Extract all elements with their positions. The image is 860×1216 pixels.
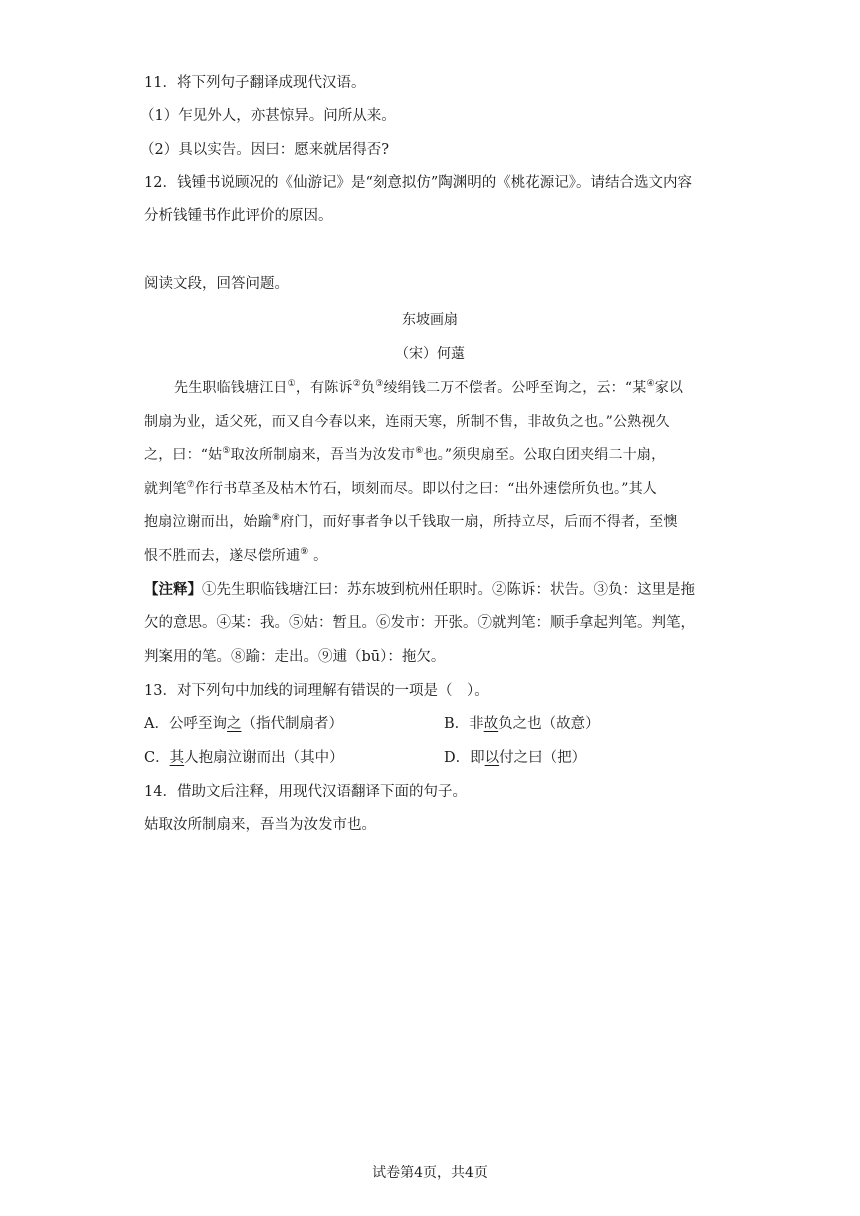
q12-line-2: 分析钱锺书作此评价的原因。 (144, 208, 333, 224)
note-ref-3: ③ (375, 379, 384, 389)
note-ref-2: ② (352, 379, 361, 389)
q12-line-1: 12．钱锺书说顾况的《仙游记》是“刻意拟仿”陶渊明的《桃花源记》。请结合选文内容 (144, 175, 693, 191)
q11-sentence-1: （1）乍见外人，亦甚惊异。问所从来。 (140, 108, 396, 124)
q13-option-b: B．非故负之也（故意） (444, 716, 600, 732)
passage-line-3: 之，曰：“姑⑤取汝所制扇来，吾当为汝发市⑥也。”须臾扇至。公取白团夹绢二十扇， (144, 446, 666, 463)
q13-title: 13．对下列句中加线的词理解有错误的一项是（ ）。 (144, 683, 489, 699)
q13-option-c: C．其人抱扇泣谢而出（其中） (144, 750, 344, 766)
passage-line-5: 抱扇泣谢而出，始踰⑧府门，而好事者争以千钱取一扇，所持立尽，后而不得者，至懊 (144, 513, 678, 530)
note-ref-9: ⑨ (300, 547, 309, 557)
note-ref-5: ⑤ (222, 446, 231, 456)
passage-title: 东坡画扇 (402, 312, 458, 328)
note-ref-8: ⑧ (271, 513, 281, 523)
passage-line-4: 就判笔⑦作行书草圣及枯木竹石，顷刻而尽。即以付之曰：“出外速偿所负也。”其人 (144, 480, 658, 497)
passage-line-1: 先生职临钱塘江日①，有陈诉②负③绫绢钱二万不偿者。公呼至询之，云：“某④家以 (174, 379, 684, 396)
q11-title: 11．将下列句子翻译成现代汉语。 (144, 75, 366, 91)
q13-option-a: A．公呼至询之（指代制扇者） (144, 716, 343, 732)
notes-line-3: 判案用的笔。⑧踰：走出。⑨逋（bū）：拖欠。 (144, 649, 446, 665)
page-footer: 试卷第4页，共4页 (372, 1165, 488, 1181)
passage-line-6: 恨不胜而去，遂尽偿所逋⑨ 。 (144, 547, 328, 564)
passage-author: （宋）何薳 (395, 346, 465, 362)
notes-line-2: 欠的意思。④某：我。⑤姑：暂且。⑥发市：开张。⑦就判笔：顺手拿起判笔。判笔， (144, 615, 695, 631)
notes-line-1: 【注释】①先生职临钱塘江曰：苏东坡到杭州任职时。②陈诉：状告。③负：这里是拖 (144, 581, 695, 598)
q11-sentence-2: （2）具以实告。因曰：愿来就居得否? (140, 142, 389, 158)
note-ref-1: ① (287, 379, 296, 389)
q14-sentence: 姑取汝所制扇来，吾当为汝发市也。 (144, 817, 376, 833)
note-ref-7: ⑦ (186, 480, 195, 490)
note-ref-4: ④ (646, 379, 655, 389)
passage-line-2: 制扇为业，适父死，而又自今春以来，连雨天寒，所制不售，非故负之也。”公熟视久 (144, 414, 670, 430)
notes-label: 【注释】 (144, 581, 202, 598)
note-ref-6: ⑥ (415, 446, 424, 456)
q14-title: 14．借助文后注释，用现代汉语翻译下面的句子。 (144, 784, 467, 800)
reading-instruction: 阅读文段，回答问题。 (144, 276, 289, 292)
q13-option-d: D．即以付之曰（把） (444, 750, 587, 766)
